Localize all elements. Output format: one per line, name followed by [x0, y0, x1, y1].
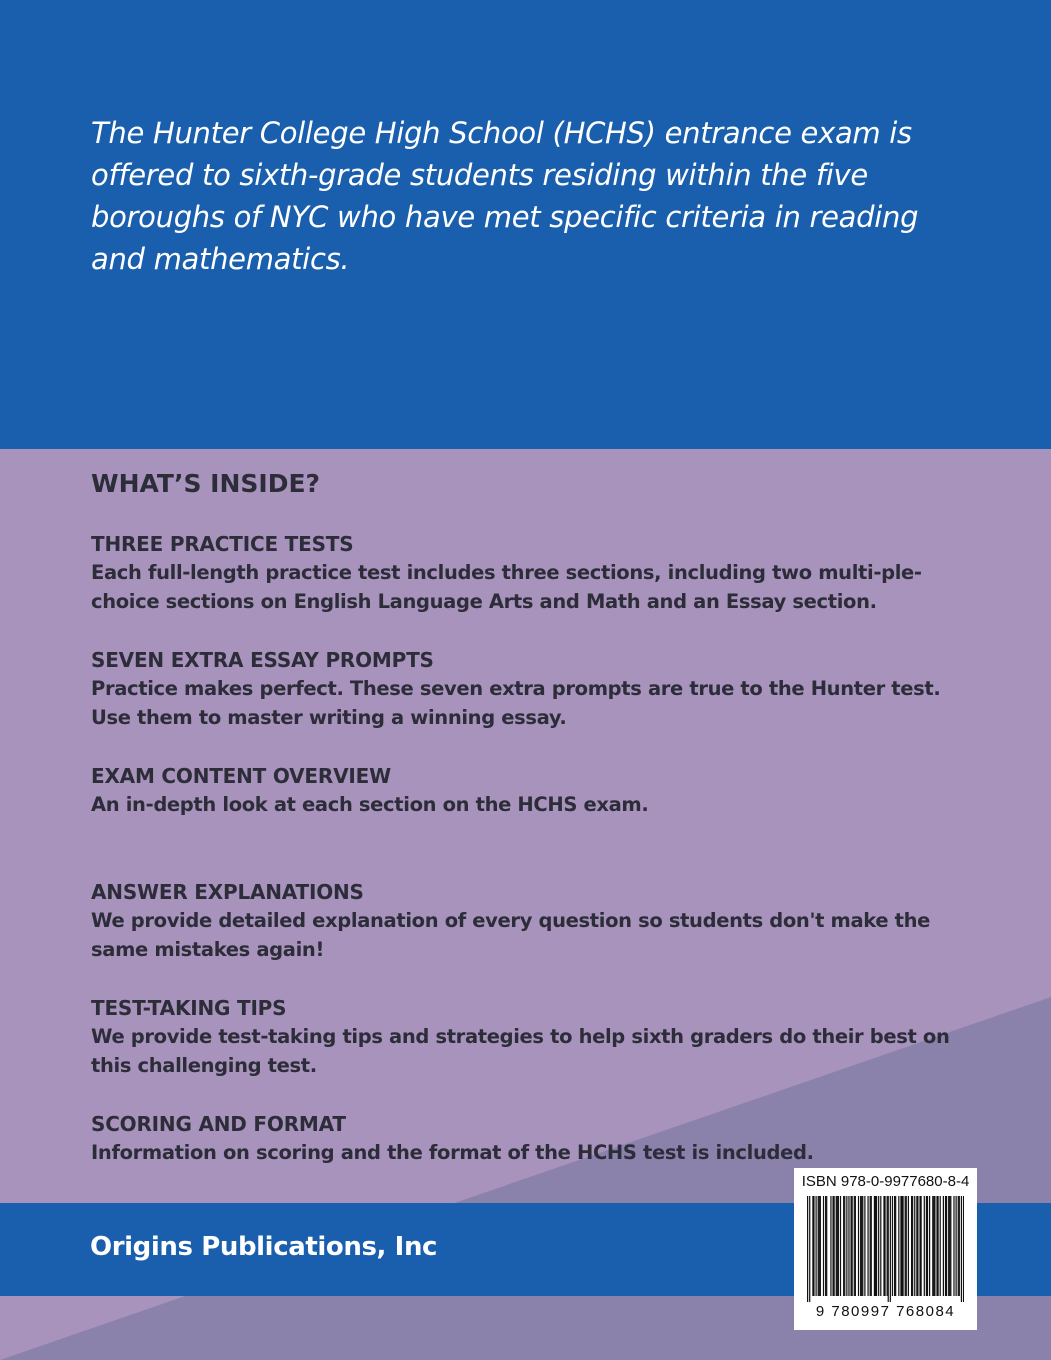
barcode-bar	[844, 1196, 845, 1296]
barcode-bar	[906, 1196, 907, 1296]
barcode-bar	[862, 1196, 863, 1296]
barcode-bar	[890, 1196, 891, 1302]
barcode-bar	[936, 1196, 937, 1296]
barcode-bar	[902, 1196, 903, 1296]
barcode-bar	[905, 1196, 906, 1296]
barcode-bar	[854, 1196, 855, 1296]
isbn-label: ISBN 978-0-9977680-8-4	[801, 1173, 970, 1190]
section-test-taking-tips	[91, 994, 991, 1110]
barcode-bar	[836, 1196, 837, 1296]
barcode-bar	[946, 1196, 947, 1296]
section-heading: THREE PRACTICE TESTS	[91, 532, 354, 556]
barcode-bar	[894, 1196, 895, 1296]
barcode-bar	[837, 1196, 838, 1296]
barcode-bar	[812, 1196, 813, 1296]
section-answer-explanations	[91, 878, 991, 994]
barcode-bar	[843, 1196, 844, 1296]
barcode-bar	[892, 1196, 893, 1296]
barcode-bar	[880, 1196, 881, 1296]
barcode-bar	[815, 1196, 816, 1296]
barcode-bar	[932, 1196, 933, 1296]
barcode-bar	[929, 1196, 930, 1296]
barcode-bar	[813, 1196, 814, 1296]
barcode-bar	[958, 1196, 959, 1296]
section-text: We provide detailed explanation of every question so students don't make the same mistakes again!	[91, 909, 931, 961]
barcode-bar	[916, 1196, 917, 1296]
barcode-bar	[867, 1196, 868, 1296]
barcode-bar	[911, 1196, 912, 1296]
barcode-bar	[840, 1196, 841, 1296]
section-list	[91, 530, 991, 1226]
publisher-name: Origins Publications, Inc	[90, 1232, 438, 1262]
barcode-bar	[846, 1196, 847, 1296]
barcode-bar	[807, 1196, 808, 1302]
barcode-bar	[898, 1196, 899, 1296]
section-text: Each full-length practice test includes three sections, including two multi-ple-choice sections on English Language Arts and Math and an Essay section.	[91, 561, 922, 613]
barcode-bar	[870, 1196, 871, 1296]
barcode-bar	[887, 1196, 888, 1296]
section-practice-tests	[91, 530, 991, 646]
barcode-bar	[917, 1196, 918, 1296]
barcode-bar	[927, 1196, 928, 1296]
section-heading: EXAM CONTENT OVERVIEW	[91, 764, 391, 788]
section-essay-prompts	[91, 646, 991, 762]
barcode-bar	[956, 1196, 957, 1296]
intro-paragraph: The Hunter College High School (HCHS) entrance exam is offered to sixth-grade students residing within the five boroughs of NYC who have met specific criteria in reading and mathematics.	[91, 116, 919, 276]
barcode-bar	[940, 1196, 941, 1296]
barcode-bar	[860, 1196, 861, 1296]
barcode-bar	[875, 1196, 876, 1296]
section-heading: TEST-TAKING TIPS	[91, 996, 287, 1020]
barcode-bar	[959, 1196, 960, 1296]
section-text: Practice makes perfect. These seven extra prompts are true to the Hunter test. Use them to master writing a winning essay.	[91, 677, 941, 729]
barcode-bar	[858, 1196, 859, 1296]
barcode-bar	[876, 1196, 877, 1296]
barcode-bar	[934, 1196, 935, 1296]
barcode-bar	[953, 1196, 954, 1296]
barcode-bar	[874, 1196, 875, 1296]
barcode-bar	[921, 1196, 922, 1296]
barcode-bar	[855, 1196, 856, 1296]
barcode-bar	[820, 1196, 821, 1296]
barcode-bar	[883, 1196, 884, 1296]
barcode-bar	[908, 1196, 909, 1296]
barcode-bar	[823, 1196, 824, 1296]
barcode-bar	[825, 1196, 826, 1296]
barcode-bar	[809, 1196, 810, 1302]
barcode-bar	[912, 1196, 913, 1296]
barcode-bar	[884, 1196, 885, 1296]
barcode-bar	[838, 1196, 839, 1296]
barcode-box	[794, 1168, 977, 1330]
barcode-icon	[807, 1196, 964, 1302]
barcode-bar	[961, 1196, 962, 1302]
barcode-bar	[914, 1196, 915, 1296]
barcode-bar	[830, 1196, 831, 1296]
barcode-bar	[861, 1196, 862, 1296]
barcode-digits: 9 780997 768084	[815, 1303, 956, 1320]
barcode-bar	[848, 1196, 849, 1296]
barcode-bar	[948, 1196, 949, 1296]
barcode-bar	[871, 1196, 872, 1296]
barcode-bar	[832, 1196, 833, 1296]
barcode-bar	[850, 1196, 851, 1296]
section-text: An in-depth look at each section on the HCHS exam.	[91, 793, 649, 816]
barcode-bar	[878, 1196, 879, 1296]
barcode-bar	[963, 1196, 964, 1302]
barcode-bar	[818, 1196, 819, 1296]
barcode-bar	[900, 1196, 901, 1296]
barcode-bar	[945, 1196, 946, 1296]
section-text: We provide test-taking tips and strategies to help sixth graders do their best on this challenging test.	[91, 1025, 950, 1077]
barcode-bar	[943, 1196, 944, 1296]
barcode-bar	[834, 1196, 835, 1296]
barcode-bar	[950, 1196, 951, 1296]
barcode-bar	[924, 1196, 925, 1296]
barcode-bar	[926, 1196, 927, 1296]
section-heading: ANSWER EXPLANATIONS	[91, 880, 364, 904]
barcode-bar	[949, 1196, 950, 1296]
section-heading: SEVEN EXTRA ESSAY PROMPTS	[91, 648, 434, 672]
barcode-bar	[937, 1196, 938, 1296]
section-text: Information on scoring and the format of the HCHS test is included.	[91, 1141, 814, 1164]
barcode-bar	[864, 1196, 865, 1296]
section-heading: SCORING AND FORMAT	[91, 1112, 346, 1136]
barcode-bar	[933, 1196, 934, 1296]
barcode-bar	[919, 1196, 920, 1296]
barcode-bar	[888, 1196, 889, 1302]
whats-inside-heading: WHAT’S INSIDE?	[91, 469, 321, 498]
barcode-bar	[826, 1196, 827, 1296]
barcode-bar	[852, 1196, 853, 1296]
section-content-overview	[91, 762, 991, 878]
barcode-bar	[819, 1196, 820, 1296]
barcode-bar	[901, 1196, 902, 1296]
barcode-bar	[895, 1196, 896, 1296]
